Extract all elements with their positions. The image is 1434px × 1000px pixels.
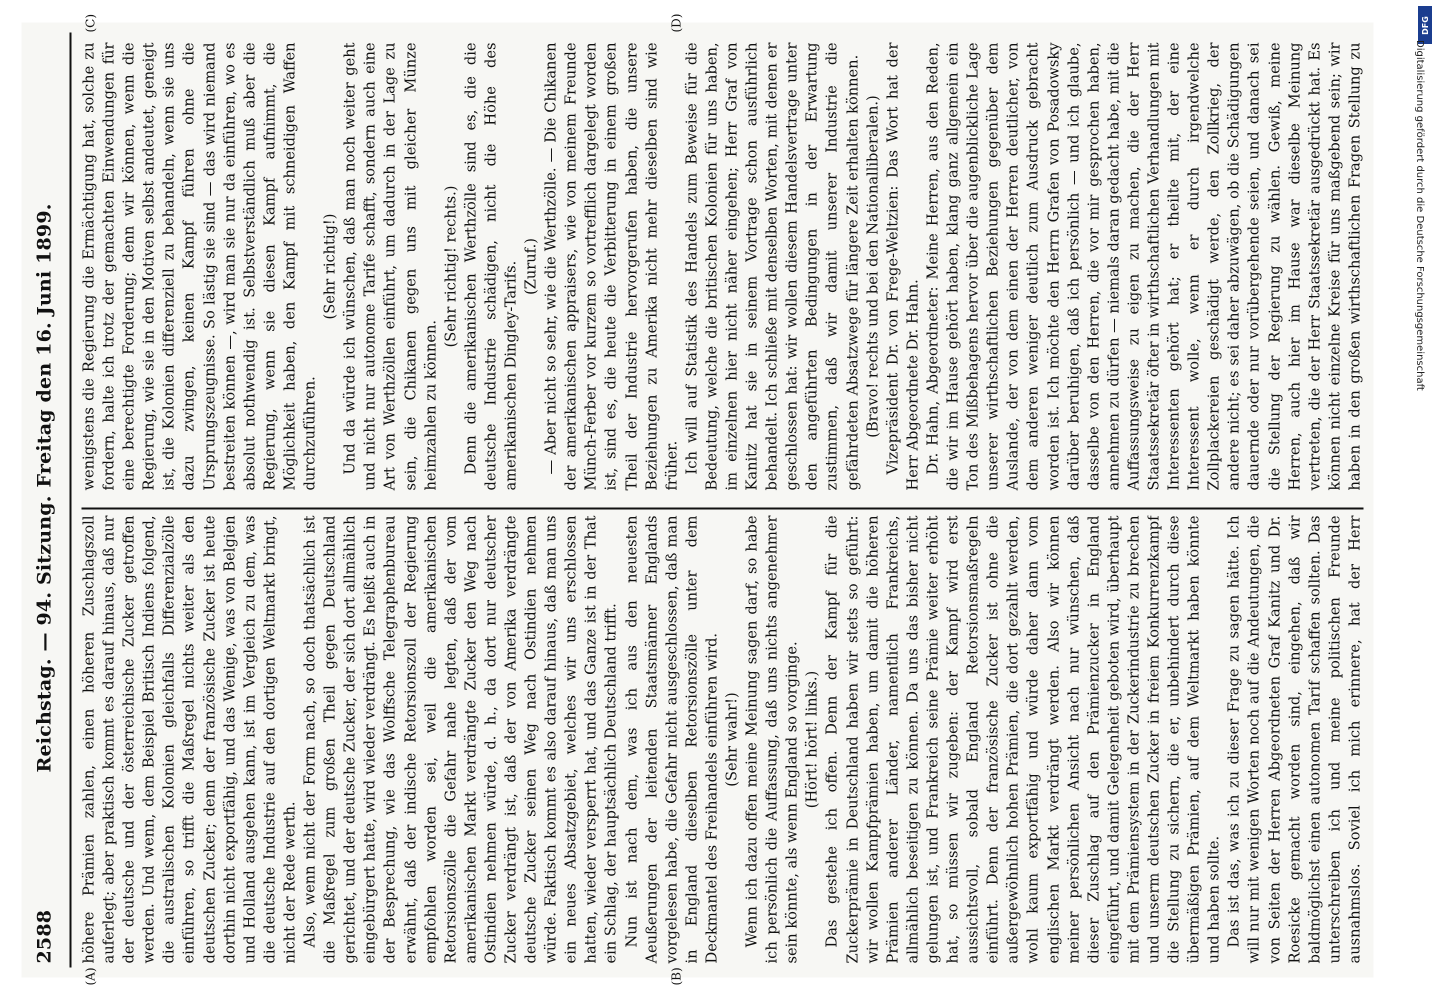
paragraph: Also, wenn nicht der Form nach, so doch thatsächlich ist die Maßregel zum großen Theil gegen Deutschland gerichtet, und der deutsche Zucker, der sich dort allmählich eingebürgert hatte, wird wieder verdrängt. Es heißt auch in der Besprechung, wie das Wolffsche Telegraphenbureau erwähnt, daß der indische Retorsionszoll der Regierung empfohlen worden sei, weil die amerikanischen Retorsionszölle die Gefahr nahe legten, daß der vom amerikanischen Markt verdrängte Zucker den Weg nach Ostindien nehmen würde, d. h., da dort nur deutscher Zucker verdrängt ist, daß der von Amerika verdrängte deutsche Zucker seinen Weg nach Ostindien nehmen würde. Faktisch kommt es also darauf hinaus, daß man uns ein neues Absatzgebiet, welches wir uns erschlossen hatten, wieder versperrt hat, und das Ganze ist in der That ein Schlag, der hauptsächlich Deutschland trifft. (301, 515, 620, 964)
paragraph: Ich will auf Statistik des Handels zum Beweise für die Bedeutung, welche die britischen Kolonien für uns haben, im einzelnen hier nicht näher eingehen; Herr Graf von Kanitz hat sie in seinem Vortrage schon ausführlich behandelt. Ich schließe mit denselben Worten, mit denen er geschlossen hat: wir wollen diesem Handelsvertrage unter den angeführten Bedingungen in der Erwartung zustimmen, daß wir damit unserer Industrie die gefährdeten Absatzwege für längere Zeit erhalten können. (682, 42, 861, 491)
running-header-right: Freitag den 16. Juni 1899. (33, 203, 55, 488)
paragraph: wenigstens die Regierung die Ermächtigung hat, solche zu fordern, halte ich trotz der gemachten Einwendungen für eine berechtigte Forderung; denn wir können, wenn die Regierung, wie sie in den Motiven selbst andeutet, geneigt ist, die Kolonien differenziell zu behandeln, wenn sie uns dazu zwingen, keinen Kampf führen ohne die Ursprungszeugnisse. So lästig sie sind — das wird niemand bestreiten können —, wird man sie nur da einführen, wo es absolut nothwendig ist. Selbstverständlich muß aber die Regierung, wenn sie diesen Kampf aufnimmt, die Möglichkeit haben, den Kampf mit schneidigen Waffen durchzuführen. (80, 42, 319, 491)
margin-mark-b: (B) (669, 967, 683, 986)
left-column (79, 516, 1363, 964)
paragraph: Und da würde ich wünschen, daß man noch weiter geht und nicht nur autonome Tarife schafft, sondern auch eine Art von Werthzöllen einführt, um dadurch in der Lage zu sein, die Chikanen gegen uns mit gleicher Münze heimzahlen zu können. (341, 42, 439, 491)
margin-mark-c: (C) (83, 13, 97, 33)
interjection: (Zuruf.) (522, 238, 540, 295)
margin-mark-d: (D) (669, 13, 683, 33)
paragraph: Wenn ich dazu offen meine Meinung sagen darf, so habe ich persönlich die Auffassung, daß uns nichts angenehmer sein könnte, als wenn England so vorginge. (743, 515, 801, 964)
paragraph: Nun ist nach dem, was ich aus den neuesten Aeußerungen der leitenden Staatsmänner Englands vorgelesen habe, die Gefahr nicht ausgeschlossen, daß man in England dieselben Retorsionszölle unter dem Deckmantel des Freihandels einführen wird. (622, 515, 720, 964)
page-number: 2588 (33, 909, 55, 964)
paragraph: Das ist das, was ich zu dieser Frage zu sagen hätte. Ich will nur mit wenigen Worten noch auf die Andeutungen, die von Seiten der Herren Abgeordneten Graf Kanitz und Dr. Roesicke gemacht worden sind, eingehen, daß wir baldmöglichst einen autonomen Tarif schaffen sollten. Das unterschreiben ich und meine politischen Freunde ausnahmslos. Soviel ich mich erinnere, hat der Herr (1225, 515, 1363, 964)
dfg-logo-text: DFG (1420, 15, 1430, 35)
column-divider (81, 508, 1363, 510)
dfg-logo (1418, 6, 1432, 44)
paragraph: höhere Prämien zahlen, einen höheren Zuschlagszoll auferlegt; aber praktisch kommt es darauf hinaus, daß nur der deutsche und der österreichische Zucker getroffen werden. Und wenn, dem Beispiel Britisch Indiens folgend, die australischen Kolonien gleichfalls Differenzialzölle einführen, so trifft die Maßregel nichts weiter als den deutschen Zucker; denn der französische Zucker ist heute dorthin nicht exportfähig, und das Wenige, was von Belgien und Holland ausgehen kann, ist im Vergleich zu dem, was die deutsche Industrie auf den dortigen Weltmarkt bringt, nicht der Rede werth. (80, 515, 298, 964)
scanned-page (21, 13, 1373, 986)
paragraph: Denn die amerikanischen Werthzölle sind es, die die deutsche Industrie schädigen, nicht die Höhe des amerikanischen Dingley-Tarifs. (461, 42, 519, 491)
digitization-stamp (1414, 6, 1432, 998)
paragraph: Vizepräsident Dr. von Frege-Weltzien: Das Wort hat der Herr Abgeordnete Dr. Hahn. (883, 42, 921, 491)
margin-mark-a: (A) (83, 967, 97, 986)
paragraph: Das gestehe ich offen. Denn der Kampf für die Zuckerprämie in Deutschland haben wir stets so geführt: wir wollen Kampfprämien haben, um damit die höheren Prämien anderer Länder, namentlich Frankreichs, allmählich beseitigen zu können. Da uns das bisher nicht gelungen ist, und Frankreich seine Prämie weiter erhöht hat, so müssen wir zugeben: der Kampf wird erst aussichtsvoll, sobald England Retorsionsmaßregeln einführt. Denn der französische Zucker ist ohne die außergewöhnlich hohen Prämien, die dort gezahlt werden, wohl kaum exportfähig und würde daher dann vom englischen Markt verdrängt werden. Also wir können meiner persönlichen Ansicht nach nur wünschen, daß dieser Zuschlag auf den Prämienzucker in England eingeführt, und damit Gelegenheit geboten wird, überhaupt mit dem Prämiensystem in der Zuckerindustrie zu brechen und unserm deutschen Zucker in freiem Konkurrenzkampf die Stellung zu sichern, die er, unbehindert durch diese übermäßigen Prämien, auf dem Weltmarkt haben könnte und haben sollte. (823, 515, 1223, 964)
interjection: (Sehr richtig! rechts.) (441, 185, 459, 348)
interjection: (Sehr wahr!) (723, 692, 740, 787)
interjection: (Sehr richtig!) (321, 213, 339, 320)
right-column (79, 43, 1363, 491)
header-rule (69, 33, 71, 968)
stamp-text: Digitalisierung gefördert durch die Deutsche Forschungsgemeinschaft (1414, 40, 1425, 391)
running-header-left: Reichstag. — 94. Sitzung. (33, 495, 55, 773)
interjection: (Hört! hört! links.) (803, 670, 821, 809)
paragraph: Dr. Hahn, Abgeordneter: Meine Herren, aus den Reden, die wir im Hause gehört haben, klang ganz allgemein ein Ton des Mißbehagens hervor über die augenblickliche Lage unserer wirthschaftlichen Beziehungen gegenüber dem Auslande, der von dem einen der Herren deutlicher, von dem anderen weniger deutlich zum Ausdruck gebracht worden ist. Ich möchte den Herrn Grafen von Posadowsky darüber beruhigen, daß ich persönlich — und ich glaube, dasselbe von den Herren, die vor mir gesprochen haben, annehmen zu dürfen — niemals daran gedacht habe, mit die Auffassungsweise zu eigen zu machen, die der Herr Staatssekretär öfter in wirthschaftlichen Verhandlungen mit Interessenten gehört hat; er theilte mit, der eine Interessent wolle, wenn er durch irgendwelche Zollplackereien geschädigt werde, den Zollkrieg, der andere nicht; es sei daher abzuwägen, ob die Schädigungen dauernde oder nur vorübergehende seien, und danach sei die Stellung der Regierung zu wählen. Gewiß, meine Herren, auch hier im Hause war dieselbe Meinung vertreten, die der Herr Staatssekretär ausgedrückt hat. Es können nicht einzelne Kreise für uns maßgebend sein; wir haben in den großen wirthschaftlichen Fragen Stellung zu (923, 42, 1363, 491)
interjection: (Bravo! rechts und bei den Nationalliberalen.) (863, 95, 881, 438)
paragraph: — Aber nicht so sehr, wie die Werthzölle. — Die Chikanen der amerikanischen appraisers, wie von meinem Freunde Münch-Ferber vor kurzem so vortrefflich dargelegt worden ist, sind es, die heute die Verbitterung in einem großen Theil der Industrie hervorgerufen haben, die unsere Beziehungen zu Amerika nicht mehr dieselben sind wie früher. (542, 42, 680, 491)
